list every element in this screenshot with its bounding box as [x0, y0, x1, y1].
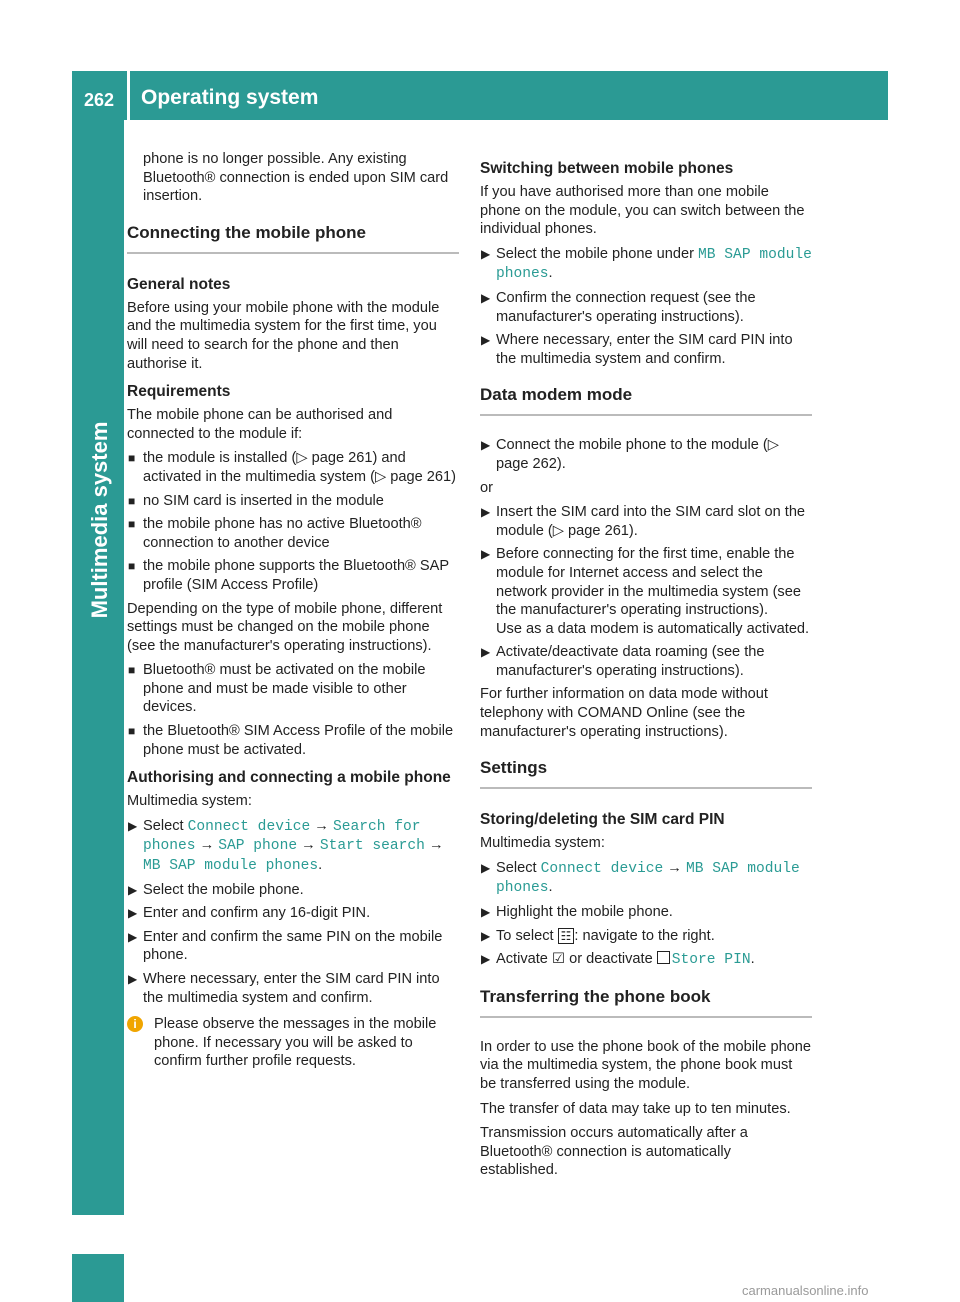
- step-arrow-icon: ▶: [481, 438, 491, 453]
- phonebook-text-1: In order to use the phone book of the mobile phone via the multimedia system, the phone book must be transferred using the module.: [480, 1038, 812, 1092]
- checkbox-checked-icon[interactable]: ☑: [551, 951, 566, 968]
- step-item: ▶ Activate/deactivate data roaming (see the manufacturer's operating instructions).: [481, 644, 765, 679]
- menu-mb-sap-module-phones[interactable]: MB SAP module phones: [496, 860, 800, 897]
- step-item: ▶ Select Connect device → MB SAP module phones.: [481, 859, 800, 897]
- switching-title: Switching between mobile phones: [480, 160, 734, 177]
- list-item: ■ Bluetooth® must be activated on the mobile phone and must be made visible to other devices.: [128, 662, 426, 716]
- phonebook-text-3: Transmission occurs automatically after a Bluetooth® connection is automatically established.: [480, 1125, 748, 1179]
- step-arrow-icon: ▶: [481, 547, 491, 562]
- watermark: carmanualsonline.info: [742, 1283, 869, 1298]
- bullet-marker: ■: [128, 663, 136, 678]
- menu-mb-sap-module-phones[interactable]: MB SAP module phones: [496, 246, 812, 283]
- menu-start-search[interactable]: Start search: [319, 838, 425, 855]
- step-item: ▶ Connect the mobile phone to the module (▷ page 262).: [481, 437, 780, 472]
- info-icon: i: [127, 1016, 143, 1032]
- general-notes-title: General notes: [127, 275, 231, 293]
- info-note: i Please observe the messages in the mobile phone. If necessary you will be asked to confirm further profile requests.: [127, 1015, 459, 1071]
- step-item: ▶ Enter and confirm any 16-digit PIN.: [128, 905, 371, 922]
- step-item: ▶ Before connecting for the first time, enable the module for Internet access and select the network provider in the multimedia system (see the manufacturer's operating instructions). Use as a data modem is automatically activated.: [481, 546, 810, 637]
- settings-title: Settings: [480, 757, 812, 789]
- page-title: Operating system: [141, 86, 319, 109]
- list-item: ■ the mobile phone supports the Bluetooth® SAP profile (SIM Access Profile): [128, 558, 449, 593]
- bullet-marker: ■: [128, 559, 136, 574]
- arrow-separator: →: [667, 859, 682, 876]
- step-arrow-icon: ▶: [481, 505, 491, 520]
- sidebar-footer-block: [72, 1254, 124, 1302]
- step-arrow-icon: ▶: [481, 928, 491, 943]
- bullet-marker: ■: [128, 517, 136, 532]
- step-item: ▶ Where necessary, enter the SIM card PIN into the multimedia system and confirm.: [481, 332, 793, 367]
- step-arrow-icon: ▶: [481, 290, 491, 305]
- step-item: ▶ Insert the SIM card into the SIM card slot on the module (▷ page 261).: [481, 504, 806, 539]
- store-pin-option[interactable]: Store PIN: [671, 952, 751, 969]
- bullet-marker: ■: [128, 493, 136, 508]
- storing-title: Storing/deleting the SIM card PIN: [480, 811, 725, 829]
- step-arrow-icon: ▶: [481, 246, 491, 261]
- step-item: ▶ Select Connect device → Search for phones → SAP phone → Start search → MB SAP module phones.: [128, 817, 444, 875]
- step-arrow-icon: ▶: [481, 333, 491, 348]
- arrow-separator: →: [428, 837, 444, 854]
- step-item: ▶ To select ☷ : navigate to the right.: [481, 927, 715, 944]
- or-text: or: [480, 479, 493, 496]
- bullet-marker: ■: [128, 451, 136, 466]
- step-arrow-icon: ▶: [481, 860, 491, 875]
- section-sidebar: [72, 120, 124, 1215]
- step-arrow-icon: ▶: [128, 818, 138, 833]
- list-item: ■ the module is installed (▷ page 261) and activated in the multimedia system (▷ page 261): [128, 450, 456, 485]
- arrow-separator: →: [301, 837, 316, 854]
- header-divider: [127, 71, 130, 120]
- connecting-title: Connecting the mobile phone: [127, 222, 459, 254]
- step-arrow-icon: ▶: [128, 972, 138, 986]
- general-notes-text: Before using your mobile phone with the module and the multimedia system for the first time, you will need to search for the phone and then authorise it.: [127, 299, 440, 372]
- data-modem-title: Data modem mode: [480, 384, 812, 416]
- step-arrow-icon: ▶: [128, 929, 138, 944]
- menu-connect-device[interactable]: Connect device: [187, 818, 311, 835]
- intro-text: phone is no longer possible. Any existing Bluetooth® connection is ended upon SIM card insertion.: [143, 151, 449, 205]
- list-item: ■ no SIM card is inserted in the module: [128, 492, 384, 509]
- arrow-separator: →: [314, 817, 329, 834]
- step-item: ▶ Where necessary, enter the SIM card PIN into the multimedia system and confirm.: [128, 971, 440, 1006]
- page-number: 262: [84, 90, 115, 110]
- step-arrow-icon: ▶: [481, 645, 491, 660]
- bullet-marker: ■: [128, 724, 136, 739]
- step-arrow-icon: ▶: [128, 882, 138, 897]
- step-item: ▶ Highlight the mobile phone.: [481, 904, 673, 921]
- multimedia-label: Multimedia system:: [127, 793, 252, 810]
- step-item: ▶ Select the mobile phone.: [128, 881, 304, 898]
- multimedia-label: Multimedia system:: [480, 835, 605, 852]
- requirements-title: Requirements: [127, 383, 231, 401]
- phonebook-text-2: The transfer of data may take up to ten minutes.: [480, 1100, 791, 1117]
- step-item: ▶ Confirm the connection request (see the manufacturer's operating instructions).: [481, 289, 756, 325]
- menu-sap-phone[interactable]: SAP phone: [218, 838, 298, 855]
- page-header: [72, 71, 888, 120]
- menu-mb-sap-module-phones[interactable]: MB SAP module phones: [143, 858, 319, 875]
- requirements-text: The mobile phone can be authorised and connected to the module if:: [127, 407, 393, 442]
- right-column: [480, 150, 812, 1186]
- list-item: ■ the mobile phone has no active Bluetooth® connection to another device: [128, 516, 422, 551]
- left-column: [127, 150, 459, 1071]
- sidebar-label: Multimedia system: [87, 421, 112, 619]
- switching-text: If you have authorised more than one mobile phone on the module, you can switch between the individual phones.: [480, 184, 805, 238]
- step-arrow-icon: ▶: [481, 905, 491, 920]
- menu-search-for-phones[interactable]: Search for phones: [143, 818, 421, 855]
- authorising-title: Authorising and connecting a mobile phone: [127, 769, 451, 787]
- menu-connect-device[interactable]: Connect device: [540, 860, 664, 877]
- step-arrow-icon: ▶: [481, 952, 491, 967]
- depending-text: Depending on the type of mobile phone, different settings must be changed on the mobile phone (see the manufacturer's operating instructions).: [127, 600, 443, 654]
- options-menu-icon[interactable]: ☷: [558, 928, 575, 944]
- step-item: ▶ Select the mobile phone under MB SAP module phones.: [481, 245, 812, 283]
- step-arrow-icon: ▶: [128, 906, 138, 921]
- arrow-separator: →: [199, 837, 215, 854]
- data-modem-further: For further information on data mode without telephony with COMAND Online (see the manufacturer's operating instructions).: [480, 686, 768, 740]
- step-item: ▶ Activate ☑ or deactivate Store PIN.: [481, 951, 755, 969]
- checkbox-empty-icon[interactable]: [657, 951, 670, 964]
- phonebook-title: Transferring the phone book: [480, 986, 812, 1018]
- step-item: ▶ Enter and confirm the same PIN on the mobile phone.: [128, 928, 443, 964]
- list-item: ■ the Bluetooth® SIM Access Profile of the mobile phone must be activated.: [128, 723, 454, 758]
